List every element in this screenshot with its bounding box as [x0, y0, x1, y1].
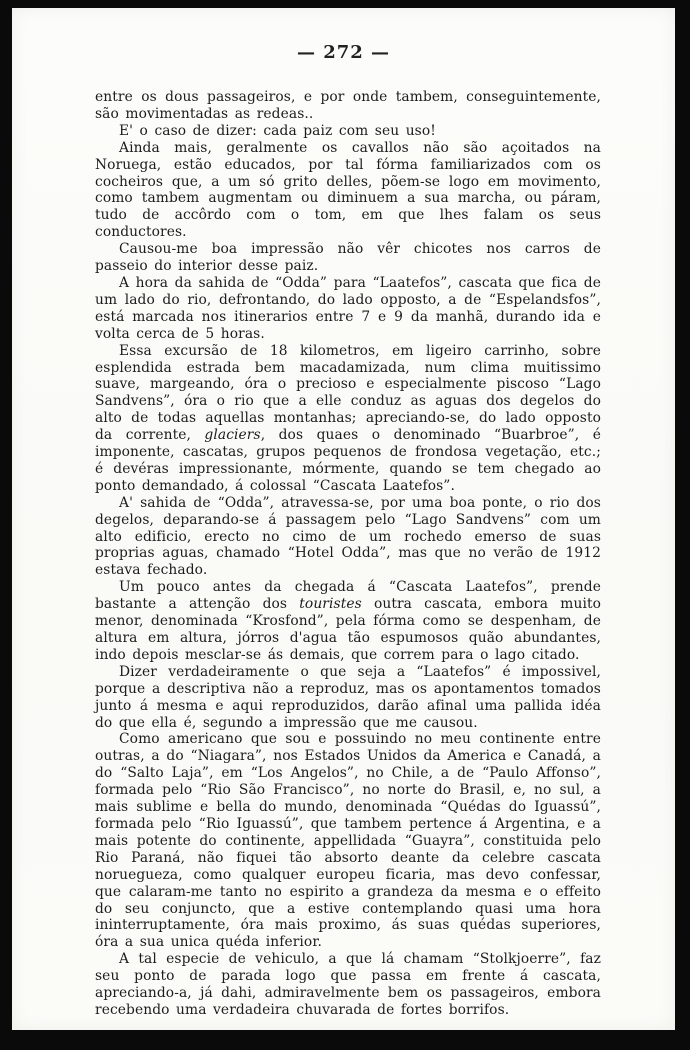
- italic-text: glaciers: [204, 427, 261, 444]
- text-segment: Causou-me boa impressão não vêr chicotes nos carros de passeio do interior desse paiz.: [95, 241, 601, 275]
- text-segment: A tal especie de vehiculo, a que lá chamam “Stolkjoerre”, faz seu ponto de parada logo que passa em frente á cascata, apreciando-a, já dahi, admiravelmente bem os passageiros, embora recebendo uma verdadeira chuvarada de fortes borrifos.: [95, 951, 601, 1018]
- paragraph: [95, 579, 601, 664]
- paragraph: [95, 275, 601, 343]
- text-segment: A hora da sahida de “Odda” para “Laatefos”, cascata que fica de um lado do rio, defrontando, do lado opposto, a de “Espelandsfos”, está marcada nos itinerarios entre 7 e 9 da manhã, durando ida e volta cerca de 5 horas.: [95, 274, 601, 342]
- text-segment: Como americano que sou e possuindo no meu continente entre outras, a do “Niagara”, nos Estados Unidos da America e Canadá, a do “Salto Laja”, em “Los Angelos”, no Chile, a de “Paulo Affonso”, formada pelo “Rio São Francisco”, no norte do Brasil, e, no sul, a mais sublime e bella do mundo, denominada “Quédas do Iguassú”, formada pelo “Rio Iguassú”, que tambem pertence á Argentina, e a mais potente do continente, appellidada “Guayra”, constituida pelo Rio Paraná, não fiquei tão absorto deante da celebre cascata noruegueza, como qualquer europeu ficaria, mas devo confessar, que calaram-me tanto no espirito a grandeza da mesma e o effeito do seu conjuncto, que a estive contemplando quasi uma hora ininterruptamente, óra mais proximo, ás suas quédas superiores, óra a sua unica quéda inferior.: [95, 731, 601, 951]
- paragraph: [95, 123, 601, 140]
- paragraph: [95, 495, 601, 580]
- paragraph: [95, 140, 601, 241]
- text-segment: Ainda mais, geralmente os cavallos não são açoitados na Noruega, estão educados, por tal fórma familiarizados com os cocheiros que, a um só grito delles, põem-se logo em movimento, como tambem augmentam ou diminuem a sua marcha, ou páram, tudo de accôrdo com o tom, em que lhes falam os seus conductores.: [95, 139, 601, 241]
- text-segment: entre os dous passageiros, e por onde tambem, conseguintemente, são movimentadas as redeas..: [95, 89, 601, 122]
- body-text: [95, 89, 601, 1019]
- paragraph: [95, 951, 601, 1019]
- paragraph: [95, 343, 601, 495]
- italic-text: touristes: [299, 596, 362, 613]
- text-segment: outra cascata, embora muito menor, denominada “Krosfond”, pela fórma como se despenham, de altura em altura, jórros d'agua tão espumosos quão abundantes, indo depois mesclar-se ás demais, que correm para o lago citado.: [95, 596, 602, 663]
- paragraph: [95, 241, 601, 275]
- text-segment: Dizer verdadeiramente o que seja a “Laatefos” é impossivel, porque a descriptiva não a reproduz, mas os apontamentos tomados junto á mesma e aqui reproduzidos, darão afinal uma pallida idéa do que ella é, segundo a impressão que me causou.: [95, 663, 601, 731]
- text-segment: , dos quaes o denominado “Buarbroe”, é imponente, cascatas, grupos pequenos de frondosa vegetação, etc.; é devéras impressionante, mórmente, quando se tem chegado ao ponto demandado, á colossal “Cascata Laatefos”.: [95, 427, 601, 494]
- paragraph: [95, 664, 601, 732]
- text-segment: Essa excursão de 18 kilometros, em ligeiro carrinho, sobre esplendida estrada bem macadamizada, num clima muitissimo suave, margeando, óra o precioso e especialmente piscoso “Lago Sandvens”, óra o rio que a elle conduz as aguas dos degelos do alto de todas aquellas montanhas; apreciando-se, do lado opposto da corrente,: [95, 342, 601, 444]
- page-number: — 272 —: [296, 42, 391, 63]
- paragraph: [95, 89, 601, 123]
- paragraph: [95, 731, 601, 951]
- text-segment: Um pouco antes da chegada á “Cascata Laatefos”, prende bastante a attenção dos: [95, 579, 601, 613]
- text-segment: E' o caso de dizer: cada paiz com seu uso!: [119, 122, 436, 139]
- book-page-paper: [12, 8, 675, 1030]
- text-segment: A' sahida de “Odda”, atravessa-se, por uma boa ponte, o rio dos degelos, deparando-se á passagem pelo “Lago Sandvens” com um alto edificio, erecto no cimo de um rochedo emerso de suas proprias aguas, chamado “Hotel Odda”, mas que no verão de 1912 estava fechado.: [95, 494, 601, 579]
